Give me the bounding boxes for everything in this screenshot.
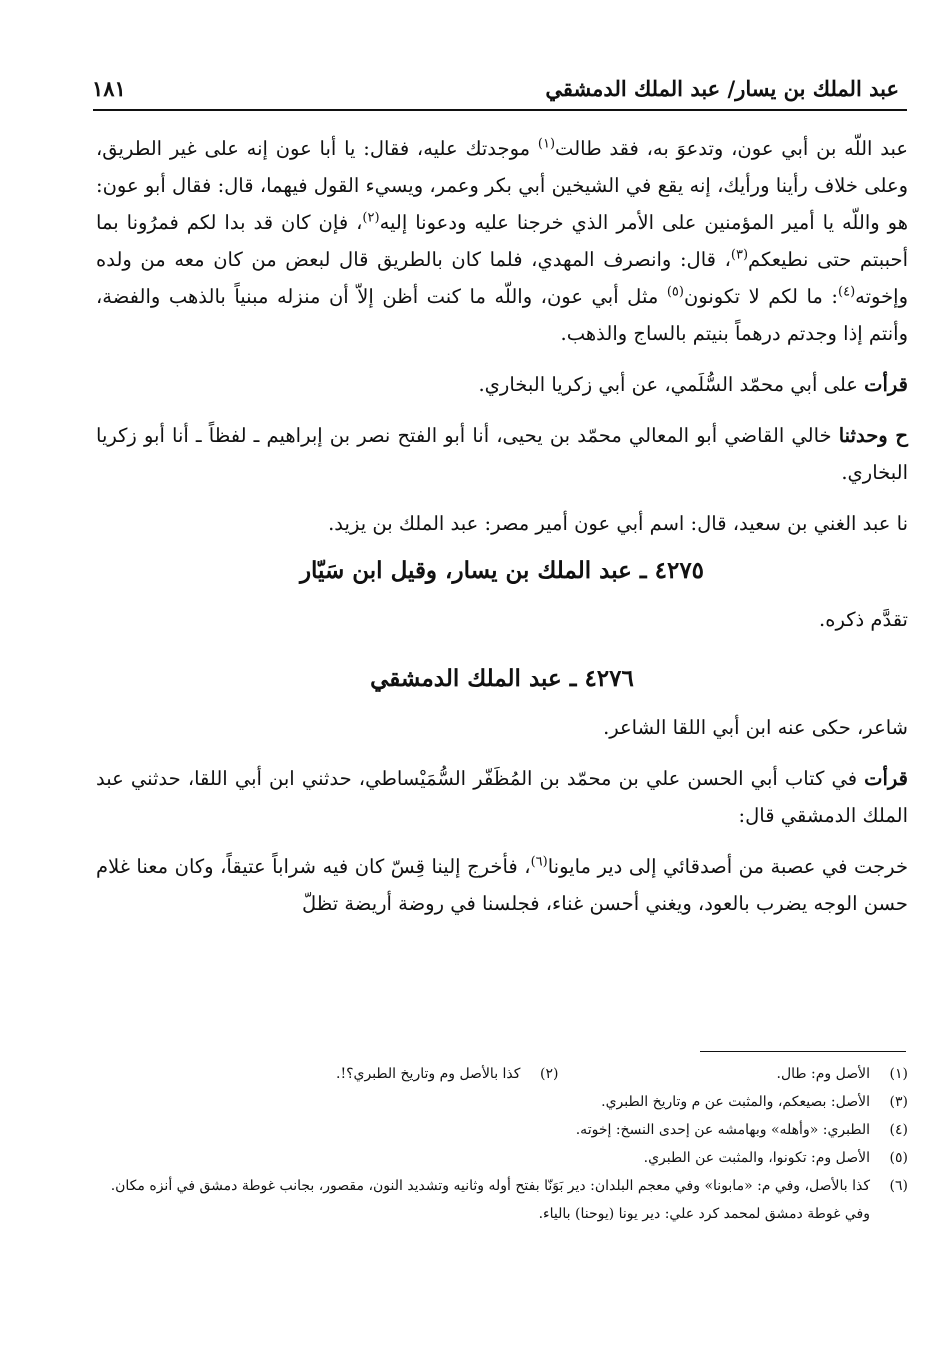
footnote-text: الأصل: بصيعكم، والمثبت عن م وتاريخ الطبري. — [601, 1094, 870, 1110]
footnote-ref-6: (٦) — [530, 854, 548, 870]
footnote-5 — [96, 1144, 908, 1172]
footnote-rule — [700, 1051, 906, 1052]
paragraph-isnad-1 — [96, 366, 908, 403]
text-run: ، فإن كان قد بدا لكم فمرُونا بما أحببتم حتى نطيعكم — [96, 211, 908, 271]
header-rule — [93, 109, 907, 111]
biography-heading-4275: ٤٢٧٥ ـ عبد الملك بن يسار، وقيل ابن سَيّار — [299, 557, 705, 584]
paragraph-lead-word: ح وحدثنا — [838, 424, 908, 447]
footnotes — [96, 1060, 908, 1228]
footnote-4 — [96, 1116, 908, 1144]
text-run: موجدتك عليه، فقال: يا أبا عون إنه على غير الطريق، وعلى خلاف رأينا ورأيك، إنه يقع في الشيخين أبي بكر وعمر، ويسيء القول فيهما، قال: فقال أبو عون: هو واللّه يا أمير المؤمنين على الأمر الذي خرجنا عليه ودعونا إليه — [96, 137, 909, 234]
running-header-title: عبد الملك بن يسار/ عبد الملك الدمشقي — [545, 76, 899, 101]
text-run: نا عبد الغني بن سعيد، قال: اسم أبي عون أمير مصر: عبد الملك بن يزيد. — [328, 512, 908, 535]
footnote-ref-5: (٥) — [666, 284, 684, 300]
footnote-ref-2: (٢) — [362, 210, 380, 226]
footnote-text: كذا بالأصل، وفي م: «مابونا» وفي معجم البلدان: دير بَوَنّا بفتح أوله وثانيه وتشديد النون، مقصور، بجانب غوطة دمشق في أنزه مكان. — [110, 1178, 870, 1194]
text-run: خالي القاضي أبو المعالي محمّد بن يحيى، أنا أبو الفتح نصر بن إبراهيم ـ لفظاً ـ أنا أبو زكريا البخاري. — [96, 424, 908, 484]
footnote-3 — [96, 1088, 908, 1116]
paragraph-isnad-3 — [96, 505, 908, 542]
footnote-text: الأصل وم: طال. — [776, 1066, 870, 1082]
footnote-ref-4: (٤) — [838, 284, 856, 300]
biography-text-4276: شاعر، حكى عنه ابن أبي اللقا الشاعر. — [603, 716, 908, 739]
footnote-row-1-2 — [96, 1060, 908, 1088]
paragraph-isnad-4 — [96, 760, 908, 834]
footnote-6 — [96, 1172, 908, 1200]
paragraph-lead-word: قرأت — [864, 767, 908, 790]
text-run: ، فأخرج إلينا قِسّ كان فيه شراباً عتيقاً، وكان معنا غلام حسن الوجه يضرب بالعود، ويغني أحسن غناء، فجلسنا في روضة أريضة تظلّ — [96, 855, 908, 915]
footnote-number: (٦) — [889, 1178, 908, 1194]
footnote-number: (٥) — [889, 1150, 908, 1166]
text-run: على أبي محمّد السُّلَمي، عن أبي زكريا البخاري. — [478, 373, 865, 396]
text-run: ، قال: وانصرف المهدي، فلما كان بالطريق قال لبعض من كان معه من ولده وإخوته — [96, 248, 908, 308]
footnote-6-continuation: وفي غوطة دمشق لمحمد كرد علي: دير يونا (يوحنا) بالياء. — [538, 1206, 870, 1222]
footnote-number: (٢) — [539, 1066, 559, 1082]
footnote-text: الأصل وم: تكونوا، والمثبت عن الطبري. — [643, 1150, 870, 1166]
text-run: في كتاب أبي الحسن علي بن محمّد بن المُظَفّر السُّمَيْساطي، حدثني ابن أبي اللقا، حدثني عبد الملك الدمشقي قال: — [96, 767, 908, 827]
paragraph-lead-word: قرأت — [864, 373, 908, 396]
paragraph-isnad-2 — [96, 417, 908, 491]
main-text — [96, 130, 908, 922]
footnote-ref-3: (٣) — [730, 247, 749, 263]
footnote-1 — [777, 1060, 908, 1088]
footnote-text: كذا بالأصل وم وتاريخ الطبري؟!. — [336, 1066, 521, 1082]
text-run: مثل أبي عون، واللّه ما كنت أظن إلاّ أن منزله مبنياً بالذهب والفضة، وأنتم إذا وجدتم درهماً بنيتم بالساج والذهب. — [96, 285, 908, 345]
text-run: عبد اللّه بن أبي عون، وتدعوَ به، فقد طالت — [555, 137, 908, 160]
footnote-2 — [336, 1060, 558, 1088]
biography-heading-4276: ٤٢٧٦ ـ عبد الملك الدمشقي — [370, 665, 634, 692]
footnote-text: الطبري: «وأهله» وبهامشه عن إحدى النسخ: إخوته. — [575, 1122, 870, 1138]
footnote-number: (٣) — [889, 1094, 908, 1110]
biography-text-4275: تقدَّم ذكره. — [819, 608, 908, 631]
footnote-number: (٤) — [889, 1122, 908, 1138]
paragraph-story — [96, 848, 908, 922]
footnote-ref-1: (١) — [537, 136, 556, 152]
text-run: : ما لكم لا تكونون — [683, 285, 838, 308]
paragraph-narrative — [96, 130, 908, 352]
page-number: ١٨١ — [92, 76, 126, 101]
text-run: خرجت في عصبة من أصدقائي إلى دير مايونا — [547, 855, 909, 878]
footnote-number: (١) — [889, 1066, 908, 1082]
